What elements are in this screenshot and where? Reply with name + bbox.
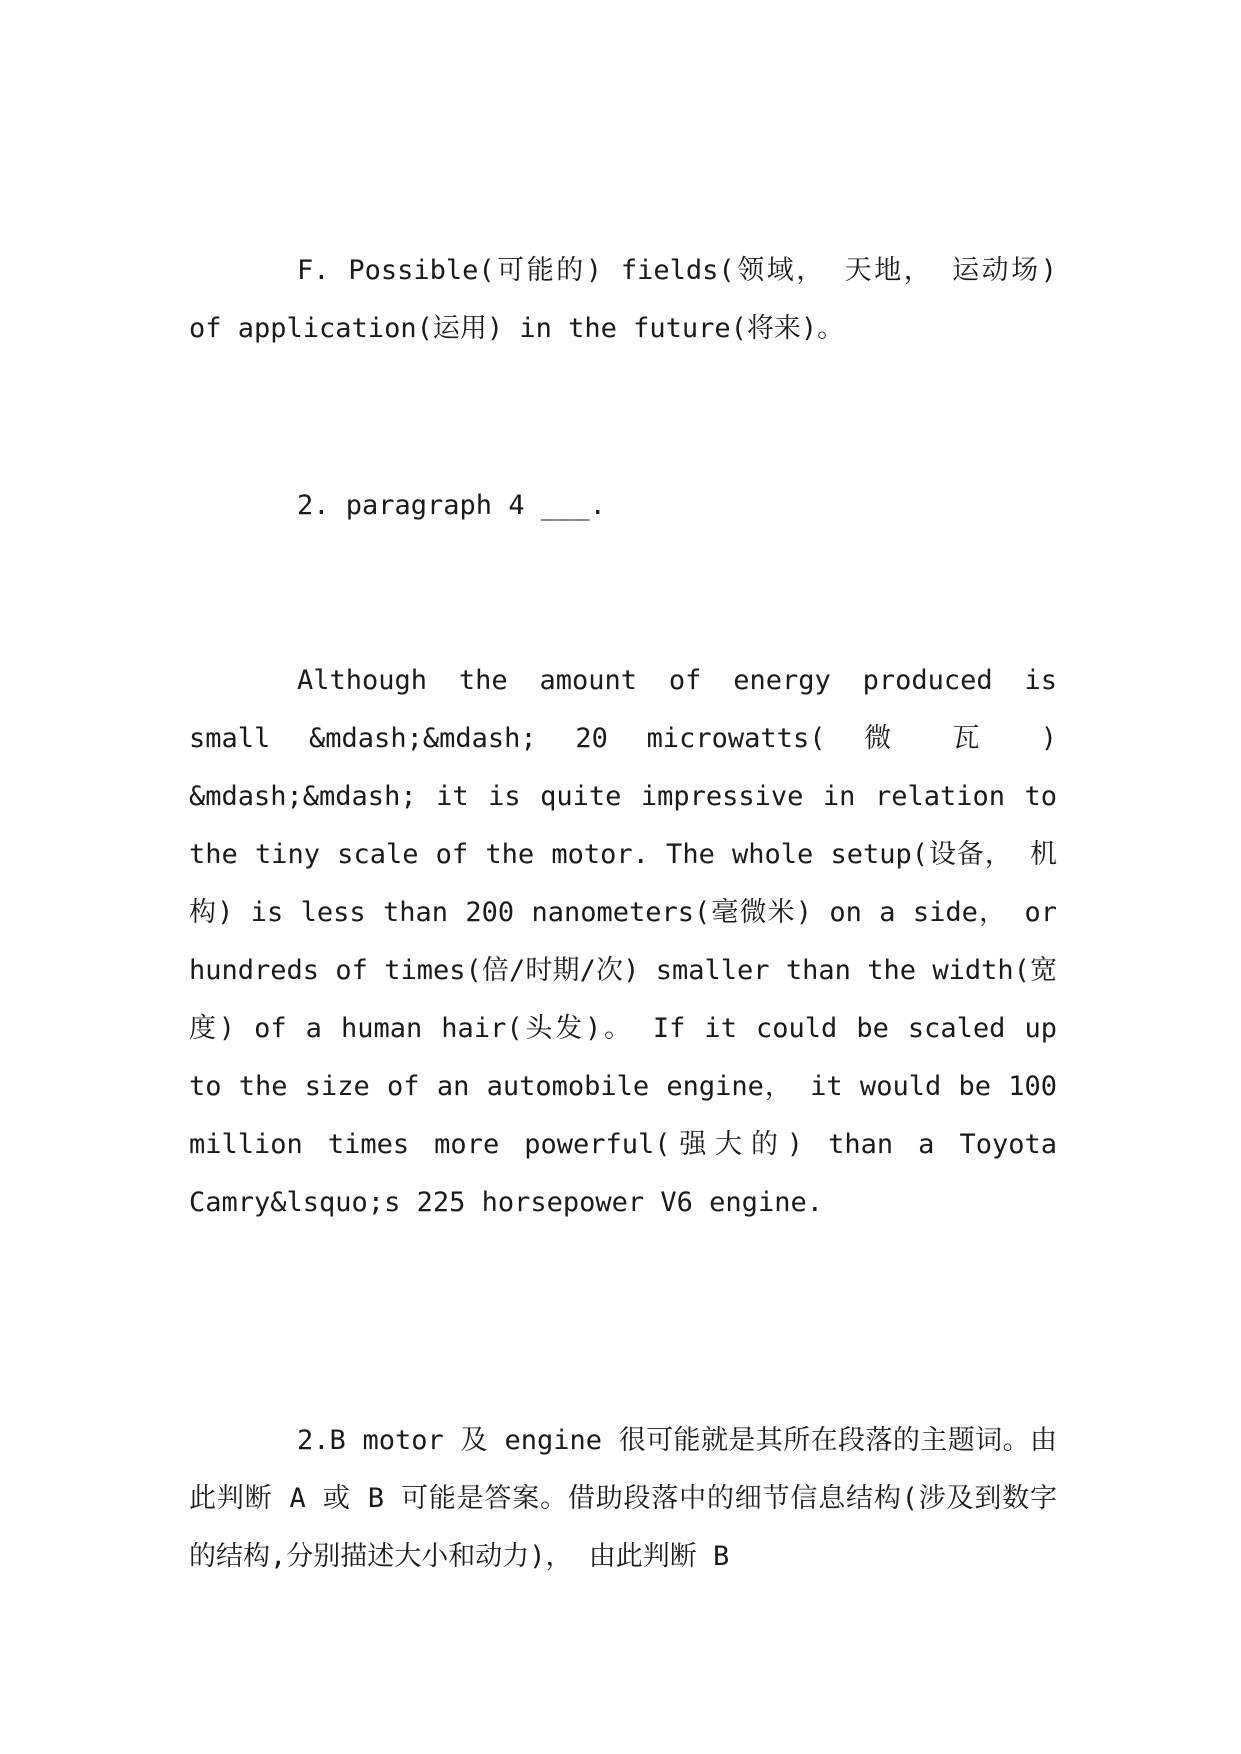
question-paragraph: 2. paragraph 4 ___.: [297, 490, 606, 521]
explanation-paragraph: 2.B motor 及 engine 很可能就是其所在段落的主题词。由此判断 A 或 B 可能是答案。借助段落中的细节信息结构(涉及到数字的结构,分别描述大小和动力)， 由此判断 B: [189, 1425, 1057, 1572]
option-f-paragraph: F. Possible(可能的) fields(领域， 天地， 运动场) of application(运用) in the future(将来)。: [189, 255, 1057, 344]
passage-paragraph: Although the amount of energy produced is small &mdash;&mdash; 20 microwatts( 微 瓦 ) &mdash;&mdash; it is quite impressive in relation to the tiny scale of the motor. The whole setup(设备， 机构) is less than 200 nanometers(毫微米) on a side， or hundreds of times(倍/时期/次) smaller than the width(宽度) of a human hair(头发)。 If it could be scaled up to the size of an automobile engine， it would be 100 million times more powerful(强大的) than a Toyota Camry&lsquo;s 225 horsepower V6 engine.: [189, 665, 1057, 1218]
